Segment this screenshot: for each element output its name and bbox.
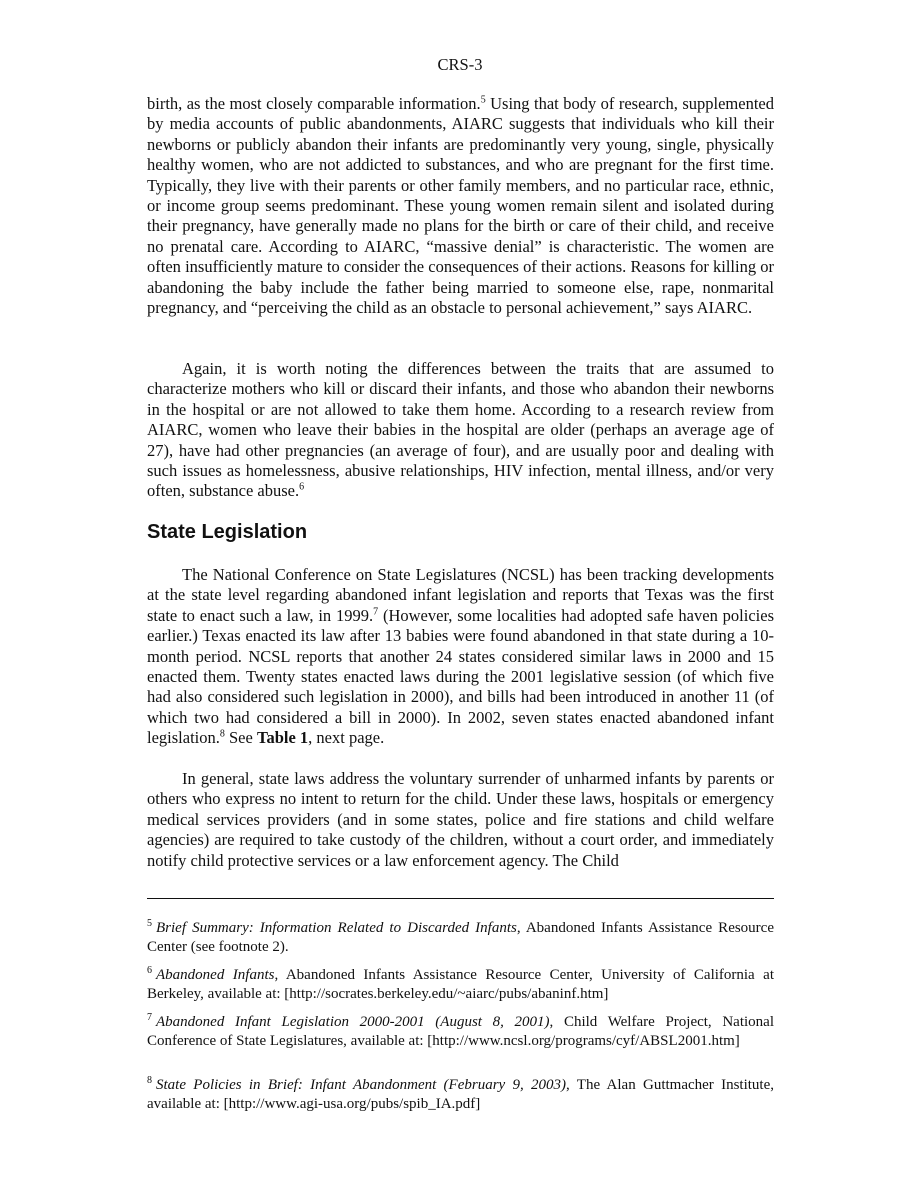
footnote-text: , The Alan Guttmacher Institute, available at: [http://www.agi-usa.org/pubs/spib_IA.pdf] [147, 1077, 774, 1112]
page-header: CRS-3 [437, 55, 483, 74]
footnote-ref-7[interactable]: 7 [373, 606, 379, 618]
footnote-number: 7 [147, 1012, 152, 1023]
footnote-title: State Policies in Brief: Infant Abandonment (February 9, 2003) [156, 1077, 567, 1093]
table-reference[interactable]: Table 1 [256, 728, 309, 748]
paragraph-text: birth, as the most closely comparable information. [147, 94, 481, 113]
footnote-5 [147, 919, 774, 957]
footnote-text: , Child Welfare Project, National Conference of State Legislatures, available at: [http://www.ncsl.org/programs/cyf/ABSL2001.htm] [147, 1014, 774, 1049]
section-heading: State Legislation [147, 521, 308, 543]
footnote-6 [147, 966, 774, 1004]
footnote-ref-5[interactable]: 5 [480, 94, 486, 106]
body-paragraph-3 [147, 565, 774, 749]
footnote-title: Abandoned Infants [156, 967, 275, 983]
footnote-title: Brief Summary: Information Related to Discarded Infants [156, 920, 517, 936]
footnote-number: 5 [147, 918, 152, 929]
footnote-ref-8[interactable]: 8 [219, 728, 225, 740]
footnote-text: , Abandoned Infants Assistance Resource Center (see footnote 2). [147, 920, 774, 955]
paragraph-text: See [224, 728, 257, 748]
footnote-ref-6[interactable]: 6 [299, 481, 305, 493]
footnote-number: 6 [147, 965, 152, 976]
footnote-8 [147, 1076, 774, 1114]
paragraph-text: Using that body of research, supplemented by media accounts of public abandonments, AIARC suggests that individuals who kill their newborns or publicly abandon their infants are predominantly very young, single, physically healthy women, who are not addicted to substances, and who are pregnant for the first time. Typically, they live with their parents or other family members, and no particular race, ethnic, or income group seems predominant. These young women remain silent and isolated during their pregnancy, have generally made no plans for the birth or care of their child, and receive no prenatal care. According to AIARC, “massive denial” is characteristic. The women are often insufficiently mature to consider the consequences of their actions. Reasons for killing or abandoning the baby include the father being married to someone else, rape, nonmarital pregnancy, and “perceiving the child as an obstacle to personal achievement,” says AIARC. [147, 94, 774, 318]
paragraph-text: (However, some localities had adopted safe haven policies earlier.) Texas enacted its law after 13 babies were found abandoned in that state during a 10-month period. NCSL reports that another 24 states considered similar laws in 2000 and 15 enacted them. Twenty states enacted laws during the 2001 legislative session (of which five had also considered such legislation in 2000), and bills had been introduced in another 11 (of which two had considered a bill in 2000). In 2002, seven states enacted abandoned infant legislation. [147, 605, 774, 748]
body-paragraph-4 [147, 769, 774, 871]
footnote-divider [147, 898, 774, 899]
footnote-title: Abandoned Infant Legislation 2000-2001 (August 8, 2001) [156, 1014, 550, 1030]
body-paragraph-2 [147, 359, 774, 502]
footnote-7 [147, 1013, 774, 1051]
paragraph-text: The National Conference on State Legislatures (NCSL) has been tracking developments at the state level regarding abandoned infant legislation and reports that Texas was the first state to enact such a law, in 1999. [147, 565, 774, 625]
footnote-text: , Abandoned Infants Assistance Resource Center, University of California at Berkeley, available at: [http://socrates.berkeley.edu/~aiarc/pubs/abaninf.htm] [147, 967, 774, 1002]
body-paragraph-1 [147, 94, 774, 318]
paragraph-text: Again, it is worth noting the differences between the traits that are assumed to characterize mothers who kill or discard their infants, and those who abandon their newborns in the hospital or are not allowed to take them home. According to a research review from AIARC, women who leave their babies in the hospital are older (perhaps an average age of 27), have had other pregnancies (an average of four), and are usually poor and dealing with such issues as homelessness, abusive relationships, HIV infection, mental illness, and/or very often, substance abuse. [147, 359, 774, 501]
footnote-number: 8 [147, 1075, 152, 1086]
paragraph-text: In general, state laws address the voluntary surrender of unharmed infants by parents or others who express no intent to return for the child. Under these laws, hospitals or emergency medical services providers (and in some states, police and fire stations and child welfare agencies) are required to take custody of the children, without a court order, and immediately notify child protective services or a law enforcement agency. The Child [147, 769, 774, 870]
paragraph-text: , next page. [308, 728, 385, 748]
